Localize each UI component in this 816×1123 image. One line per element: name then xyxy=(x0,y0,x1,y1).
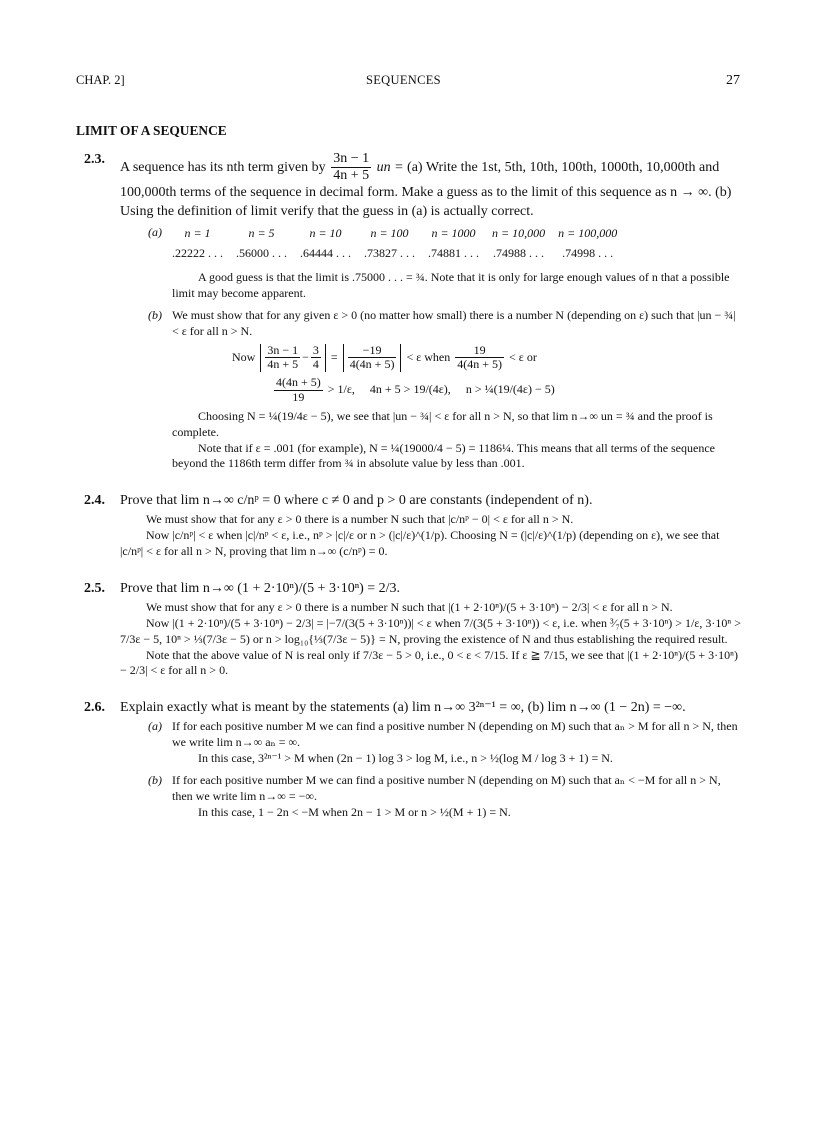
n-value: n = 100,000 xyxy=(558,225,618,240)
part-b-label: (b) xyxy=(148,308,162,323)
guess-paragraph: A good guess is that the limit is .75000 . . . = ¾. Note that it is only for large enough values of n that a possible limit may become apparent. xyxy=(172,270,730,301)
part-b-text: If for each positive number M we can find a positive number N (depending on M) such that aₙ < −M for all n > N, then we write lim n→∞ = −∞. xyxy=(172,772,721,803)
part-b-case: In this case, 1 − 2n < −M when 2n − 1 > M or n > ½(M + 1) = N. xyxy=(198,804,511,819)
problem-number: 2.4. xyxy=(84,493,105,509)
part-a-label: (a) xyxy=(148,719,162,734)
n-value: n = 100 xyxy=(370,225,409,240)
part-b-text: We must show that for any given ε > 0 (no matter how small) there is a number N (depending on ε) such that |un − ¾| < ε for all n > N. xyxy=(172,308,736,338)
step2-second: 4n + 5 > 19/(4ε), xyxy=(369,382,451,397)
n-value: n = 10,000 xyxy=(492,225,546,240)
n-values-row xyxy=(172,225,630,245)
solution-2-4 xyxy=(120,512,742,559)
n-value: n = 5 xyxy=(248,225,275,240)
step2-first: > 1/ε, xyxy=(327,382,355,397)
note-paragraph: Note that if ε = .001 (for example), N = ¼(19000/4 − 5) = 1186¼. This means that all terms of the sequence beyond the 1186th term differ from ¾ in absolute value by less than .001. xyxy=(172,440,715,471)
solution-line: We must show that for any ε > 0 there is a number N such that |c/nᵖ − 0| < ε for all n > N. xyxy=(146,512,574,527)
step2-third: n > ¼(19/(4ε) − 5) xyxy=(465,382,555,397)
problem-statement-part1: A sequence has its nth term given by xyxy=(120,159,326,175)
solution-line: Note that the above value of N is real only if 7/3ε − 5 > 0, i.e., 0 < ε < 7/15. If ε ≧ 7/15, we see that |(1 + 2·10ⁿ)/(5 + 3·10ⁿ) − 2/3| < ε for all n > 0. xyxy=(120,647,738,678)
part-a xyxy=(148,719,742,766)
term-value: .74998 . . . xyxy=(562,245,614,260)
problem-2-4 xyxy=(76,492,742,510)
n-value: n = 10 xyxy=(309,225,342,240)
now-word: Now xyxy=(232,349,256,364)
chapter-label: CHAP. 2] xyxy=(76,73,125,87)
term-value: .73827 . . . xyxy=(364,245,415,260)
term-value: .74988 . . . xyxy=(493,245,545,260)
choosing-paragraph: Choosing N = ¼(19/4ε − 5), we see that |un − ¾| < ε for all n > N, so that lim n→∞ un = ¾ and the proof is complete. xyxy=(172,408,713,439)
problem-number: 2.6. xyxy=(84,700,105,716)
part-a xyxy=(148,225,742,302)
problem-statement: Prove that lim n→∞ (1 + 2·10ⁿ)/(5 + 3·10ⁿ) = 2/3. xyxy=(120,580,401,596)
inequality-step-1: Now $\frac{3n - 1}{4n + 5}$ − $\frac{3}{4}$ = $\frac{-19}{4(4n + 5)}$ < ε when $\frac{19}{4(4n + 5)}$ < ε or xyxy=(232,342,537,372)
part-b xyxy=(148,773,742,820)
problem-2-6 xyxy=(76,699,742,717)
page-content xyxy=(76,122,742,820)
problem-statement: Explain exactly what is meant by the statements (a) lim n→∞ 3²ⁿ⁻¹ = ∞, (b) lim n→∞ (1 − 2n) = −∞. xyxy=(120,700,686,716)
term-value: .74881 . . . xyxy=(428,245,479,260)
nth-term-formula xyxy=(331,151,371,184)
n-value: n = 1 xyxy=(184,225,211,240)
part-a-case: In this case, 3²ⁿ⁻¹ > M when (2n − 1) log 3 > log M, i.e., n > ½(log M / log 3 + 1) = N. xyxy=(198,751,613,766)
part-a-label: (a) xyxy=(148,224,162,239)
problem-number: 2.5. xyxy=(84,580,105,596)
part-a-text: If for each positive number M we can find a positive number N (depending on M) such that aₙ > M for all n > N, then we write lim n→∞ aₙ = ∞. xyxy=(172,719,738,750)
step1-condition: < ε when xyxy=(406,349,451,364)
page-number: 27 xyxy=(726,73,740,88)
term-value: .56000 . . . xyxy=(236,245,287,260)
term-value: .22222 . . . xyxy=(172,245,223,260)
formula-numerator: 3n − 1 xyxy=(331,151,371,168)
sequence-terms-table xyxy=(172,225,630,265)
terms-row xyxy=(172,245,630,265)
problem-2-3 xyxy=(76,151,742,221)
part-b-label: (b) xyxy=(148,772,162,787)
inequality-step-2: $\frac{4(4n + 5)}{19}$ > 1/ε, 4n + 5 > 19/(4ε), n > ¼(19/(4ε) − 5) xyxy=(276,375,555,405)
problem-statement: Prove that lim n→∞ c/nᵖ = 0 where c ≠ 0 and p > 0 are constants (independent of n). xyxy=(120,493,593,509)
solution-2-6 xyxy=(148,719,742,820)
solution-line: Now |c/nᵖ| < ε when |c|/nᵖ < ε, i.e., nᵖ > |c|/ε or n > (|c|/ε)^(1/p). Choosing N = (|c|/ε)^(1/p) (depending on ε), we see that |c/nᵖ| < ε for all n > N, proving that lim n→∞ (c/nᵖ) = 0. xyxy=(120,528,720,559)
solution-line: Now |(1 + 2·10ⁿ)/(5 + 3·10ⁿ) − 2/3| = |−7/(3(5 + 3·10ⁿ))| < ε when 7/(3(5 + 3·10ⁿ)) < ε, i.e. when ³⁄₇(5 + 3·10ⁿ) > 1/ε, 3·10ⁿ > 7/3ε − 5, 10ⁿ > ⅓(7/3ε − 5) or n > log₁₀{⅓(7/3ε − 5)} = N, proving the existence of N and thus establishing the required result. xyxy=(120,615,741,646)
part-b xyxy=(148,308,742,472)
problem-number: 2.3. xyxy=(84,152,105,168)
problem-statement-part2: (a) Write the 1st, 5th, 10th, 100th, 1000th, 10,000th and 100,000th terms of the sequence in decimal form. Make a guess as to the limit of this sequence as n → ∞. (b) Using the definition of limit verify that the guess in (a) is actually correct. xyxy=(120,159,732,219)
n-value: n = 1000 xyxy=(431,225,476,240)
running-header xyxy=(76,72,740,90)
solution-2-5 xyxy=(120,600,742,679)
solution-2-3 xyxy=(148,225,742,472)
formula-denominator: 4n + 5 xyxy=(333,168,370,184)
problem-2-5 xyxy=(76,580,742,598)
running-title: SEQUENCES xyxy=(366,73,441,87)
section-title: LIMIT OF A SEQUENCE xyxy=(76,123,227,138)
step1-or: < ε or xyxy=(509,349,537,364)
term-value: .64444 . . . xyxy=(300,245,351,260)
formula-lhs: un = xyxy=(376,159,404,175)
solution-line: We must show that for any ε > 0 there is a number N such that |(1 + 2·10ⁿ)/(5 + 3·10ⁿ) − 2/3| < ε for all n > N. xyxy=(146,600,673,615)
